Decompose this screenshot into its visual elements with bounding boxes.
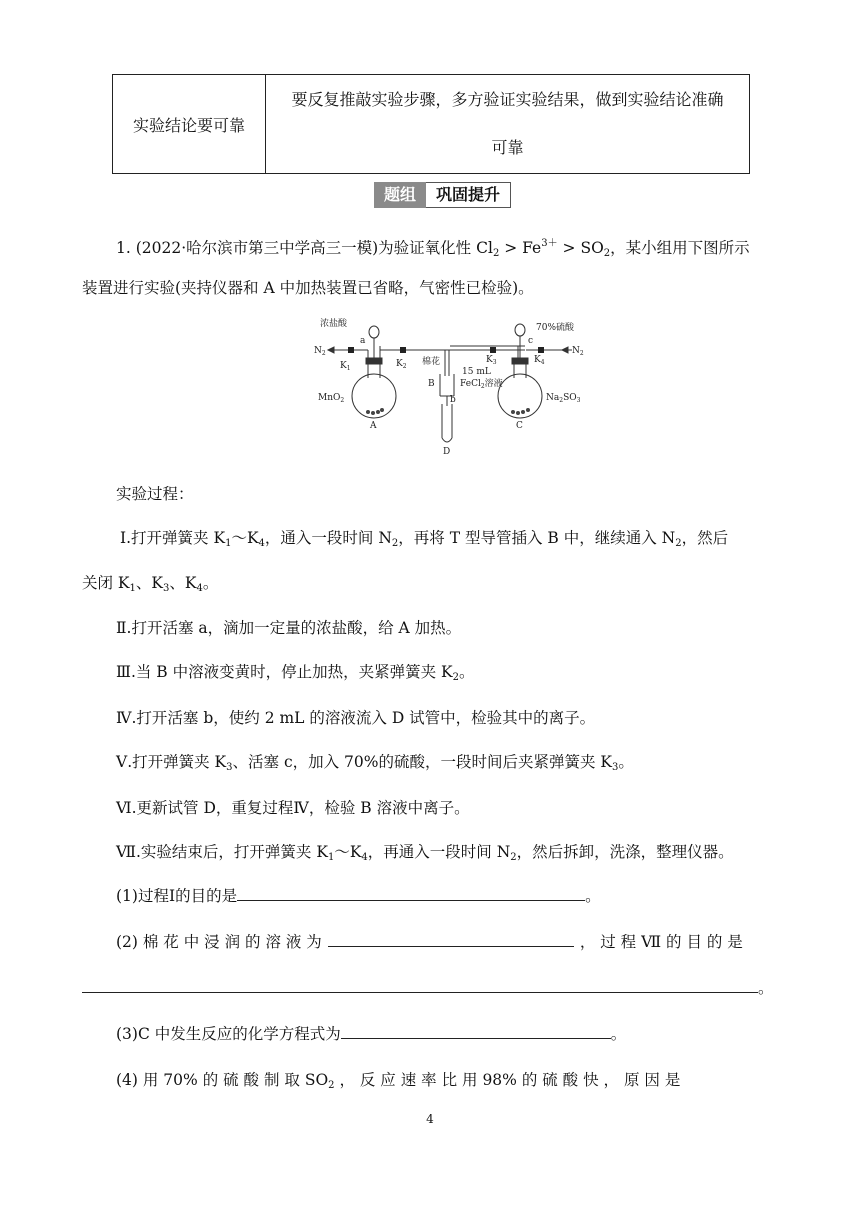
label-na2so3: $Na_2SO_3$ [546, 393, 581, 404]
intro-text: > SO [557, 239, 604, 257]
question-2-line1: (2) 棉 花 中 浸 润 的 溶 液 为 ， 过 程 Ⅶ 的 目 的 是 [116, 933, 743, 951]
label-h2so4-70: 70%硫酸 [536, 323, 575, 333]
section-badge [374, 182, 511, 208]
step-1-line2: 关闭 $K_1$、$K_3$、$K_4$。 [82, 574, 219, 594]
answer-blank-2a[interactable] [328, 932, 574, 947]
superscript: 3＋ [541, 238, 558, 249]
table-content-line2: 可靠 [491, 138, 524, 157]
label-tube-d: D [443, 447, 451, 457]
page-number: 4 [426, 1112, 434, 1126]
answer-blank-3[interactable] [341, 1024, 611, 1039]
label-c: c [528, 336, 534, 346]
subscript: 2 [492, 248, 500, 259]
answer-blank-1[interactable] [237, 886, 585, 901]
label-a: a [360, 336, 366, 346]
answer-blank-2b[interactable] [82, 978, 758, 993]
intro-text: ，某小组用下图所示 [610, 239, 750, 257]
label-k2: $K_2$ [396, 359, 407, 370]
section-badge-title: 巩固提升 [426, 182, 511, 208]
label-k4: $K_4$ [534, 355, 545, 366]
label-n2-left: $N_2$ [314, 346, 326, 357]
question1-intro-line1 [116, 234, 750, 259]
step-6: Ⅵ.更新试管 D，重复过程Ⅳ，检验 B 溶液中离子。 [116, 799, 470, 817]
label-b: b [450, 395, 456, 405]
step-7: Ⅶ.实验结束后，打开弹簧夹 $K_1\sim K_4$，再通入一段时间 $N_2$，然后拆卸，洗涤，整理仪器。 [116, 843, 734, 863]
question-4: (4) 用 70% 的 硫 酸 制 取 $SO_2$ ， 反 应 速 率 比 用 98% 的 硫 酸 快 ， 原 因 是 [116, 1071, 681, 1091]
step-2: Ⅱ.打开活塞 a，滴加一定量的浓盐酸，给 A 加热。 [116, 619, 462, 637]
label-conc-hcl: 浓盐酸 [320, 319, 348, 329]
table-row-content [266, 75, 750, 174]
step-5: Ⅴ.打开弹簧夹 $K_3$、活塞 c，加入 70%的硫酸，一段时间后夹紧弹簧夹 $K_3$。 [116, 753, 634, 773]
label-k3: $K_3$ [486, 355, 497, 366]
table-content-line1: 要反复推敲实验步骤，多方验证实验结果，做到实验结论准确 [291, 90, 724, 109]
subscript: 2 [603, 248, 611, 259]
label-flask-c: C [516, 421, 523, 431]
label-fecl2: FeCl$_2$溶液 [460, 379, 503, 390]
label-mno2: MnO$_2$ [318, 393, 345, 404]
apparatus-diagram [310, 316, 600, 458]
step-3: Ⅲ.当 B 中溶液变黄时，停止加热，夹紧弹簧夹 $K_2$。 [116, 663, 475, 683]
question-1: (1)过程Ⅰ的目的是 。 [116, 887, 601, 905]
label-flask-a: A [370, 421, 377, 431]
process-title: 实验过程： [116, 485, 194, 503]
label-n2-right: $N_2$ [572, 346, 584, 357]
label-cotton: 棉花 [422, 357, 441, 367]
label-b-tube: B [428, 379, 435, 389]
label-volume: 15 mL [462, 367, 491, 377]
question-3: (3)C 中发生反应的化学方程式为 。 [116, 1025, 627, 1043]
intro-text: 1. (2022·哈尔滨市第三中学高三一模)为验证氧化性 Cl [116, 239, 493, 257]
step-4: Ⅳ.打开活塞 b，使约 2 mL 的溶液流入 D 试管中，检验其中的离子。 [116, 709, 596, 727]
question-2-line2: 。 [82, 976, 774, 998]
question1-intro-line2: 装置进行实验(夹持仪器和 A 中加热装置已省略，气密性已检验)。 [82, 279, 534, 297]
intro-text: > Fe [499, 239, 542, 257]
table-row [113, 75, 750, 174]
label-k1: $K_1$ [340, 361, 351, 372]
table-row-label: 实验结论要可靠 [113, 75, 266, 174]
step-1-line1: Ⅰ.打开弹簧夹 $K_1\sim K_4$，通入一段时间 $N_2$，再将 T 型导管插入 B 中，继续通入 $N_2$，然后 [120, 529, 729, 549]
conclusion-table [112, 74, 750, 174]
section-badge-tag: 题组 [374, 182, 426, 208]
